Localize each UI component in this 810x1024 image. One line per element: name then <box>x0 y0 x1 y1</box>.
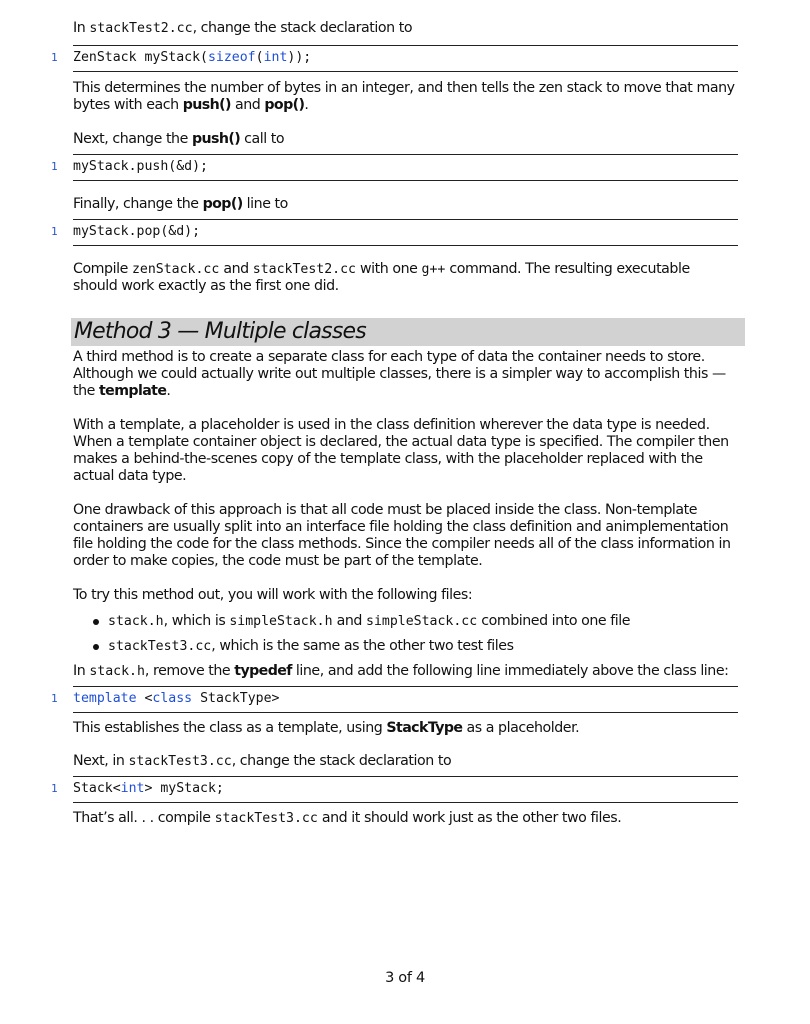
para-text: . <box>166 383 171 399</box>
bold-pop: pop() <box>264 97 305 113</box>
code-text: ZenStack myStack( <box>73 50 208 65</box>
filename-stacktest3: stackTest3.cc <box>108 639 212 654</box>
filename-simplestack-h: simpleStack.h <box>229 614 333 629</box>
para-text: line to <box>242 196 288 212</box>
code-keyword: sizeof <box>207 50 256 65</box>
code-block-declaration <box>51 45 738 72</box>
code-text: )); <box>287 50 312 65</box>
line-number: 1 <box>51 782 58 795</box>
code-line: myStack.pop(&d); <box>73 224 201 239</box>
code-text: ( <box>255 50 264 65</box>
line-number: 1 <box>51 51 58 64</box>
para-text: as a placeholder. <box>462 720 580 736</box>
next-decl-line <box>73 753 738 770</box>
code-block-pop <box>51 219 738 246</box>
para-text: call to <box>240 131 285 147</box>
para-text: Compile <box>73 261 132 277</box>
filename-stacktest3: stackTest3.cc <box>128 754 232 769</box>
page-number: 3 of 4 <box>385 970 425 986</box>
filename-stacktest2: stackTest2.cc <box>252 262 356 277</box>
code-text: > myStack; <box>144 781 224 796</box>
code-line <box>73 50 311 65</box>
para-text: , remove the <box>144 663 235 679</box>
bold-template: template <box>99 383 167 399</box>
para-text: Next, in <box>73 753 129 769</box>
para-text: and it should work just as the other two files. <box>317 810 622 826</box>
para-text: . <box>304 97 309 113</box>
bold-pop: pop() <box>202 196 243 212</box>
para-text: This establishes the class as a template, using <box>73 720 387 736</box>
thats-all-line <box>73 810 738 827</box>
para-text: with one <box>355 261 422 277</box>
para-text: That’s all. . . compile <box>73 810 215 826</box>
filename-stacktest3: stackTest3.cc <box>214 811 318 826</box>
filename-stack-h: stack.h <box>108 614 164 629</box>
code-line <box>73 691 279 706</box>
bold-typedef: typedef <box>234 663 292 679</box>
intro-pre: In <box>73 20 90 36</box>
intro-post: , change the stack declaration to <box>192 20 413 36</box>
para-text: In <box>73 663 90 679</box>
line-number: 1 <box>51 225 58 238</box>
intro-line <box>73 20 738 37</box>
finally-pop-line <box>73 196 738 213</box>
filename-stack-h: stack.h <box>89 664 145 679</box>
para-third-method <box>73 349 738 400</box>
code-keyword: class <box>152 691 193 706</box>
command-gpp: g++ <box>421 262 446 277</box>
in-stack-line <box>73 663 738 680</box>
section-heading: Method 3 — Multiple classes <box>71 318 745 346</box>
para-text: Next, change the <box>73 131 192 147</box>
bold-stacktype: StackType <box>386 720 463 736</box>
para-text: A third method is to create a separate class for each type of data the container needs to store. Although we could actually write out multiple classes, there is a simpler way to accomplish this — the <box>73 349 726 399</box>
para-text: Finally, change the <box>73 196 203 212</box>
para-text: and <box>219 261 253 277</box>
document-page <box>51 20 738 827</box>
para-bytes <box>73 80 738 114</box>
code-block-push <box>51 154 738 181</box>
code-text: StackType> <box>192 691 280 706</box>
filename-simplestack-cc: simpleStack.cc <box>366 614 478 629</box>
code-text: < <box>136 691 153 706</box>
bold-push: push() <box>191 131 241 147</box>
para-template: With a template, a placeholder is used in the class definition wherever the data type is needed. When a template container object is declared, the actual data type is specified. The compiler then makes a behind-the-scenes copy of the template class, with the placeholder replaced with the actual data type. <box>73 417 729 484</box>
list-text: , which is the same as the other two test files <box>211 638 514 654</box>
list-item <box>73 613 738 630</box>
file-list <box>73 613 738 655</box>
list-text: and <box>332 613 367 629</box>
code-keyword: template <box>73 691 137 706</box>
establishes-line <box>73 720 738 737</box>
next-push-line <box>73 131 738 148</box>
code-block-template <box>51 686 738 713</box>
para-text: , change the stack declaration to <box>231 753 452 769</box>
compile-para <box>73 261 738 295</box>
code-block-stack-int <box>51 776 738 803</box>
list-text: combined into one file <box>477 613 631 629</box>
code-keyword: int <box>120 781 145 796</box>
code-line: myStack.push(&d); <box>73 159 208 174</box>
list-item <box>73 638 738 655</box>
bold-push: push() <box>182 97 231 113</box>
line-number: 1 <box>51 160 58 173</box>
code-text: Stack< <box>73 781 121 796</box>
code-line <box>73 781 224 796</box>
filename-zenstack: zenStack.cc <box>131 262 220 277</box>
list-text: , which is <box>163 613 230 629</box>
para-text: command. The resulting executable should work exactly as the first one did. <box>73 261 690 294</box>
para-text: This determines the number of bytes in an integer, and then tells the zen stack to move that many bytes with each <box>73 80 735 113</box>
code-keyword: int <box>263 50 288 65</box>
line-number: 1 <box>51 692 58 705</box>
para-files: To try this method out, you will work with the following files: <box>73 587 473 603</box>
filename-stacktest2: stackTest2.cc <box>89 21 193 36</box>
para-text: line, and add the following line immediately above the class line: <box>291 663 729 679</box>
para-text: and <box>230 97 265 113</box>
para-drawback: One drawback of this approach is that all code must be placed inside the class. Non-template containers are usually split into an interface file holding the class definition and animplementation file holding the code for the class methods. Since the compiler needs all of the class information in order to make copies, the code must be part of the template. <box>73 502 731 569</box>
